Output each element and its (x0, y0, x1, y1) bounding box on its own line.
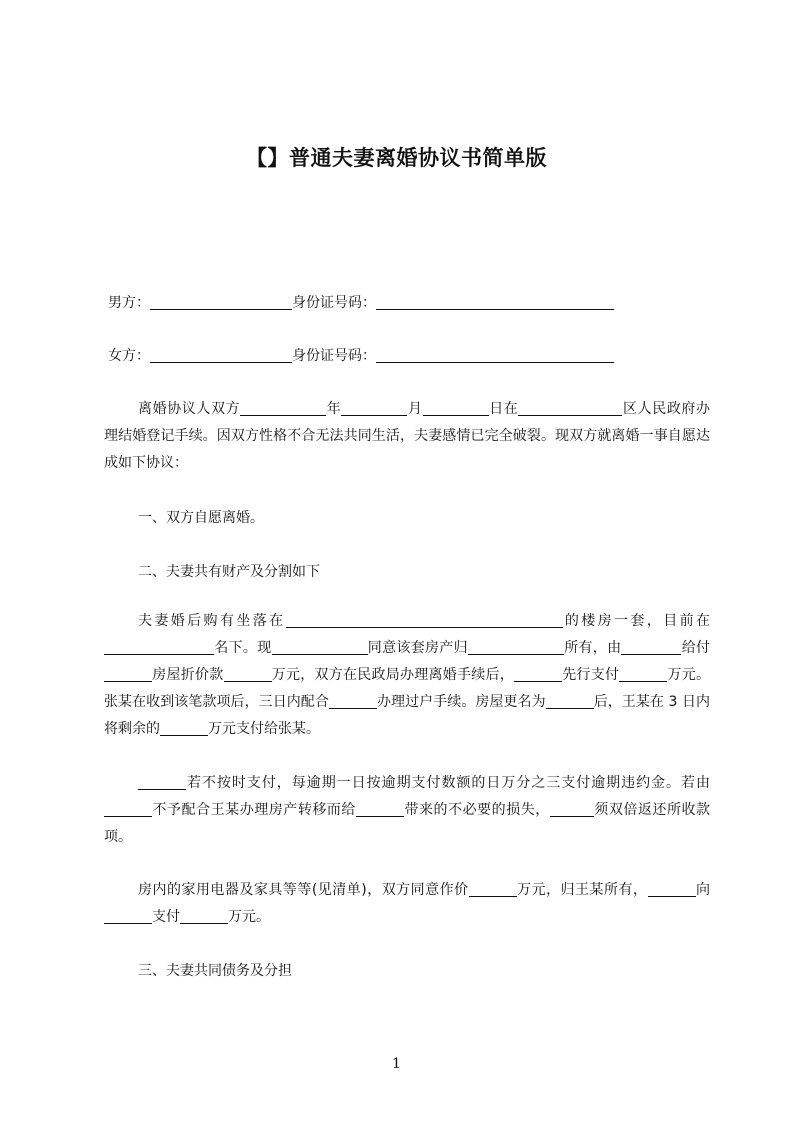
blank (329, 694, 377, 709)
id-label: 身份证号码： (292, 295, 376, 311)
blank (180, 909, 228, 924)
blank (648, 882, 696, 897)
blank (286, 613, 563, 628)
blank (272, 640, 368, 655)
blank (621, 640, 681, 655)
blank (376, 348, 614, 363)
document-title: 【】普通夫妻离婚协议书简单版 (246, 146, 547, 170)
female-party-line (108, 345, 708, 365)
furniture-paragraph: 房内的家用电器及家具等等(见清单)，双方同意作价 万元，归王某所有， 向支付 万元。 (104, 877, 710, 931)
blank (138, 775, 186, 790)
clause-1: 一、双方自愿离婚。 (138, 510, 264, 526)
penalty-paragraph: 若不按时支付，每逾期一日按逾期支付数额的日万分之三支付逾期违约金。若由不予配合王某办理房产转移而给 带来的不必要的损失， 须双倍返还所收款项。 (104, 775, 711, 845)
blank (376, 295, 614, 310)
blank (341, 401, 407, 416)
blank (514, 667, 562, 682)
id-label: 身份证号码： (292, 348, 376, 364)
clause-3: 三、夫妻共同债务及分担 (138, 963, 292, 979)
blank (546, 694, 594, 709)
blank (104, 640, 214, 655)
blank (224, 667, 272, 682)
female-label: 女方： (108, 348, 150, 364)
blank (160, 721, 208, 736)
blank (104, 802, 152, 817)
blank (469, 882, 517, 897)
blank (356, 802, 404, 817)
intro-paragraph: 离婚协议人双方 年 月 日在 区人民政府办理结婚登记手续。因双方性格不合无法共同生活，夫妻感情已完全破裂。现双方就离婚一事自愿达成如下协议： (104, 401, 711, 471)
blank (468, 640, 564, 655)
blank (550, 802, 594, 817)
page-number: 1 (392, 1056, 401, 1072)
blank (423, 401, 489, 416)
blank (619, 667, 667, 682)
blank (150, 348, 292, 363)
blank (104, 909, 152, 924)
male-label: 男方： (108, 295, 150, 311)
blank (104, 667, 152, 682)
blank (518, 401, 622, 416)
blank (150, 295, 292, 310)
clause-2: 二、夫妻共有财产及分割如下 (138, 564, 320, 580)
house-paragraph: 夫妻婚后购有坐落在 的楼房一套，目前在名下。现 同意该套房产归 所有，由 给付房屋折价款 万元，双方在民政局办理离婚手续后， 先行支付 万元。张某在收到该笔款项后，三日内配合 办理过户手续。房屋更名为 后，王某在 3 日内将剩余的 万元支付给张某。 (104, 613, 711, 737)
blank (240, 401, 326, 416)
male-party-line (108, 292, 708, 312)
